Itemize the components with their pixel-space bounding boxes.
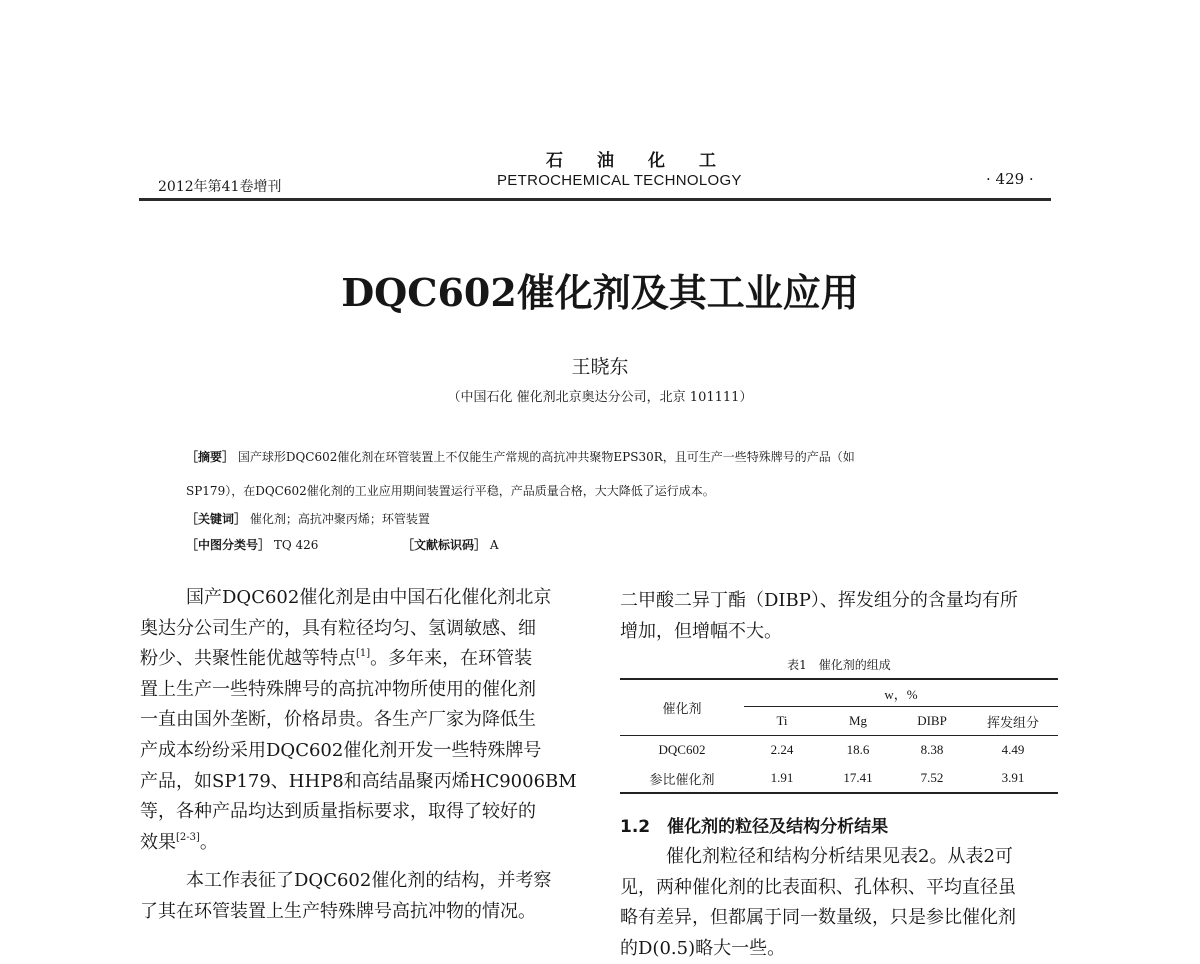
table-row xyxy=(620,764,1058,793)
table-cell: 参比催化剂 xyxy=(620,764,744,793)
table-header-unit: w，% xyxy=(744,679,1058,707)
abstract-label: ［摘要］ xyxy=(186,450,235,464)
abstract-text-1: 国产球形DQC602催化剂在环管装置上不仅能生产常规的高抗冲共聚物EPS30R，且可生产一些特殊牌号的产品（如 xyxy=(237,450,855,464)
issue-label: 2012年第41卷增刊 xyxy=(158,179,282,195)
journal-name-en: PETROCHEMICAL TECHNOLOGY xyxy=(497,172,742,189)
keywords-label: ［关键词］ xyxy=(186,512,247,526)
body-text: 效果 xyxy=(140,831,176,853)
body-line: 奥达分公司生产的，具有粒径均匀、氢调敏感、细 xyxy=(140,617,536,639)
right-column-bottom xyxy=(620,842,1060,964)
table-header-mg: Mg xyxy=(820,707,896,736)
keywords xyxy=(186,510,430,527)
header-rule xyxy=(139,198,1051,201)
table-cell: 1.91 xyxy=(744,764,820,793)
body-line: 产品，如SP179、HHP8和高结晶聚丙烯HC9006BM xyxy=(140,770,577,792)
body-line: 增加，但增幅不大。 xyxy=(620,620,782,642)
body-line: 了其在环管装置上生产特殊牌号高抗冲物的情况。 xyxy=(140,900,536,922)
section-heading: 1.2 催化剂的粒径及结构分析结果 xyxy=(620,817,889,837)
body-line: 催化剂粒径和结构分析结果见表2。从表2可 xyxy=(666,846,1013,867)
table-cell: 7.52 xyxy=(896,764,968,793)
body-line: 二甲酸二异丁酯（DIBP）、挥发组分的含量均有所 xyxy=(620,590,1018,611)
composition-table xyxy=(620,678,1058,794)
body-line: 置上生产一些特殊牌号的高抗冲物所使用的催化剂 xyxy=(140,678,536,700)
body-line: 国产DQC602催化剂是由中国石化催化剂北京 xyxy=(186,587,552,608)
body-line: 产成本纷纷采用DQC602催化剂开发一些特殊牌号 xyxy=(140,739,542,761)
clc-label: ［中图分类号］ xyxy=(186,538,271,552)
page-number: · 429 · xyxy=(986,170,1034,188)
clc-number xyxy=(186,536,318,553)
table-cell: 4.49 xyxy=(1001,742,1025,757)
table-header-volatile: 挥发组分 xyxy=(968,707,1058,736)
table-header-dibp: DIBP xyxy=(896,707,968,736)
table-cell: 17.41 xyxy=(820,764,896,793)
body-line: 见，两种催化剂的比表面积、孔体积、平均直径虽 xyxy=(620,876,1016,898)
table-cell: DQC602 xyxy=(658,742,706,757)
table-cell: 2.24 xyxy=(770,742,794,757)
abstract-line-1 xyxy=(186,448,855,465)
body-line: 的D(0.5)略大一些。 xyxy=(620,937,786,959)
clc-value: TQ 426 xyxy=(273,538,319,552)
table-cell: 18.6 xyxy=(846,742,870,757)
table-header-ti: Ti xyxy=(744,707,820,736)
citation-ref: [1] xyxy=(356,648,371,660)
abstract-line-2: SP179），在DQC602催化剂的工业应用期间装置运行平稳，产品质量合格，大大降低了运行成本。 xyxy=(186,484,715,498)
article-title: DQC602催化剂及其工业应用 xyxy=(341,270,859,315)
table-cell: 8.38 xyxy=(920,742,944,757)
body-text: 粉少、共聚性能优越等特点 xyxy=(140,648,356,670)
author-affiliation: （中国石化 催化剂北京奥达分公司，北京 101111） xyxy=(447,390,753,405)
body-line: 一直由国外垄断，价格昂贵。各生产厂家为降低生 xyxy=(140,709,536,731)
table-header-catalyst: 催化剂 xyxy=(620,679,744,736)
body-text: 。 xyxy=(199,831,218,853)
body-line: 略有差异，但都属于同一数量级，只是参比催化剂 xyxy=(620,907,1016,929)
document-code-label: ［文献标识码］ xyxy=(402,538,487,552)
author-name: 王晓东 xyxy=(571,356,629,378)
citation-ref: [2-3] xyxy=(176,831,200,843)
table-row xyxy=(620,736,1058,765)
body-line: 本工作表征了DQC602催化剂的结构，并考察 xyxy=(186,870,552,892)
body-text: 。多年来，在环管装 xyxy=(370,648,533,670)
document-code xyxy=(402,536,499,553)
table-caption: 表1 催化剂的组成 xyxy=(787,658,891,672)
table-cell: 3.91 xyxy=(968,764,1058,793)
body-line: 等，各种产品均达到质量指标要求，取得了较好的 xyxy=(140,801,536,823)
journal-name-cn: 石油化工 xyxy=(546,151,750,171)
body-line xyxy=(140,644,580,675)
right-column-top xyxy=(620,586,1060,647)
left-column xyxy=(140,583,580,928)
document-code-value: A xyxy=(489,538,499,552)
keywords-text: 催化剂；高抗冲聚丙烯；环管装置 xyxy=(249,512,430,526)
body-line xyxy=(140,828,580,859)
